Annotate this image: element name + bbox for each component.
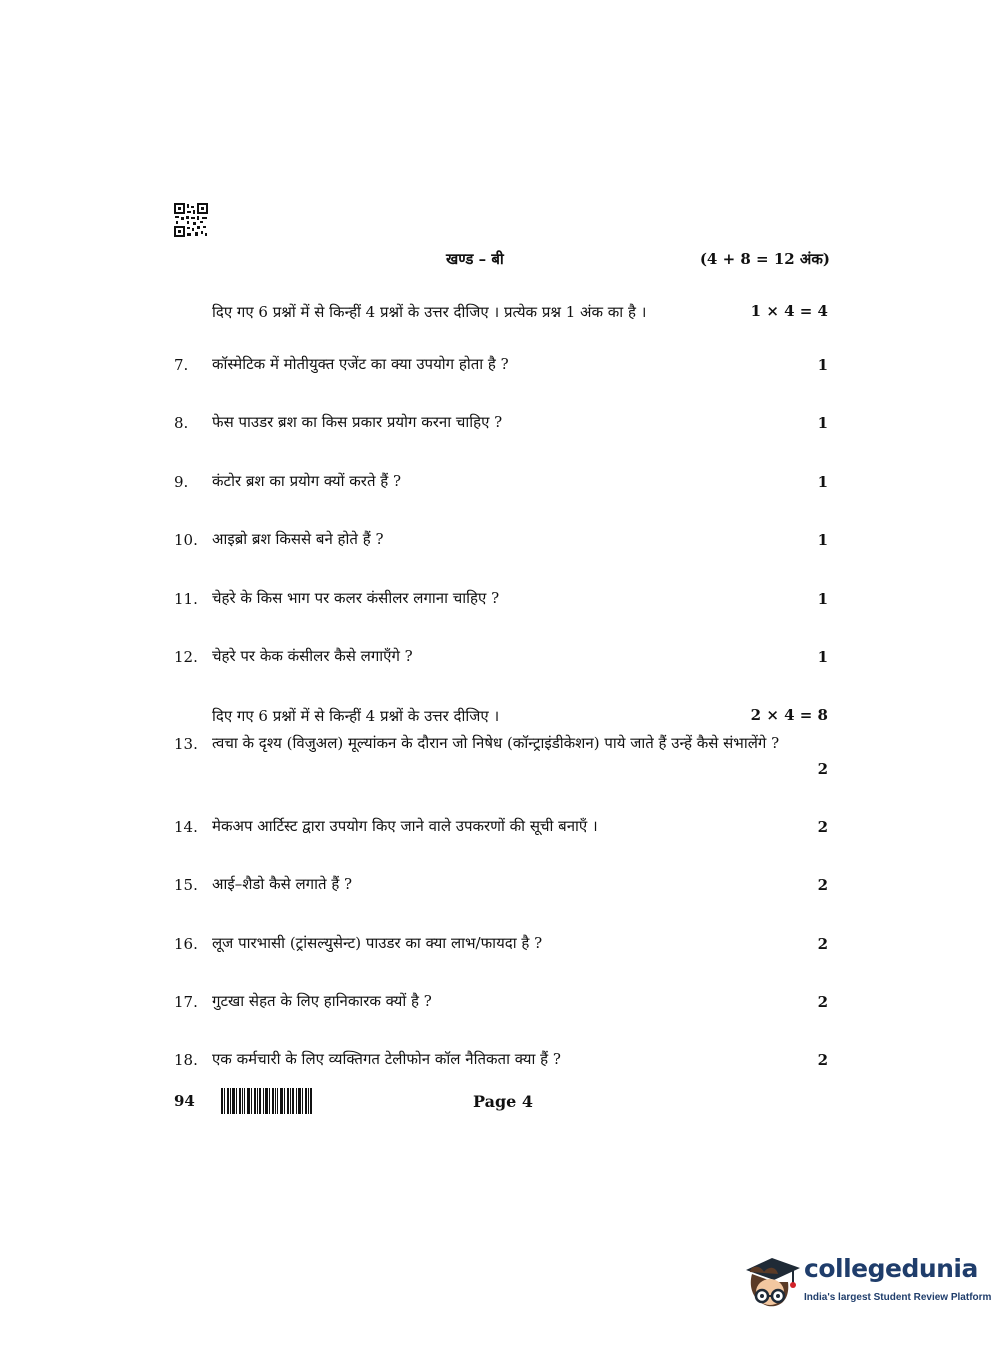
question-marks: 1 [817,531,828,549]
question-number: 10. [174,531,198,549]
question-number: 9. [174,473,189,491]
question-text: त्वचा के दृश्य (विजुअल) मूल्यांकन के दौरान जो निषेध (कॉन्ट्राइंडीकेशन) पाये जाते हैं उन्हें कैसे संभालेंगे ? [212,734,780,752]
question-marks: 1 [817,590,828,608]
question-marks: 2 [817,876,828,894]
question-text: आई–शैडो कैसे लगाते हैं ? [212,875,353,893]
question-text: चेहरे पर केक कंसीलर कैसे लगाएँगे ? [212,647,413,665]
section-marks: (4 + 8 = 12 अंक) [699,250,830,268]
question-text: फेस पाउडर ब्रश का किस प्रकार प्रयोग करना चाहिए ? [212,413,503,431]
student-mascot-icon [742,1248,802,1312]
question-number: 17. [174,993,198,1011]
barcode [221,1088,313,1114]
logo-name: collegedunia [804,1254,978,1283]
section-title: खण्ड – बी [446,250,504,268]
question-text: गुटखा सेहत के लिए हानिकारक क्यों है ? [212,992,432,1010]
question-text: चेहरे के किस भाग पर कलर कंसीलर लगाना चाहिए ? [212,589,500,607]
question-text: एक कर्मचारी के लिए व्यक्तिगत टेलीफोन कॉल नैतिकता क्या हैं ? [212,1050,561,1068]
paper-code: 94 [174,1092,195,1110]
page-number: Page 4 [473,1092,534,1111]
question-marks: 2 [817,1051,828,1069]
question-marks: 1 [817,648,828,666]
question-text: आइब्रो ब्रश किससे बने होते हैं ? [212,530,384,548]
group-instruction: दिए गए 6 प्रश्नों में से किन्हीं 4 प्रश्नों के उत्तर दीजिए । [212,707,500,725]
logo-tagline: India's largest Student Review Platform [804,1292,992,1303]
group-marks: 2 × 4 = 8 [750,706,828,724]
question-marks: 1 [817,356,828,374]
question-number: 14. [174,818,198,836]
question-marks: 2 [817,993,828,1011]
question-marks: 1 [817,473,828,491]
question-number: 15. [174,876,198,894]
group-instruction: दिए गए 6 प्रश्नों में से किन्हीं 4 प्रश्नों के उत्तर दीजिए । प्रत्येक प्रश्न 1 अंक का है । [212,303,647,321]
question-text: मेकअप आर्टिस्ट द्वारा उपयोग किए जाने वाले उपकरणों की सूची बनाएँ । [212,817,598,835]
group-marks: 1 × 4 = 4 [750,302,828,320]
question-number: 11. [174,590,198,608]
collegedunia-logo [742,1248,992,1312]
question-number: 16. [174,935,198,953]
question-number: 18. [174,1051,198,1069]
question-number: 8. [174,414,189,432]
question-marks: 2 [817,935,828,953]
question-number: 12. [174,648,198,666]
qr-code [173,202,209,238]
question-marks: 2 [817,818,828,836]
question-number: 7. [174,356,189,374]
question-marks: 2 [817,760,828,778]
question-text: लूज पारभासी (ट्रांसल्युसेन्ट) पाउडर का क्या लाभ/फायदा है ? [212,934,543,952]
question-text: कॉस्मेटिक में मोतीयुक्त एजेंट का क्या उपयोग होता है ? [212,355,509,373]
question-text: कंटोर ब्रश का प्रयोग क्यों करते हैं ? [212,472,402,490]
question-number: 13. [174,735,198,753]
question-marks: 1 [817,414,828,432]
